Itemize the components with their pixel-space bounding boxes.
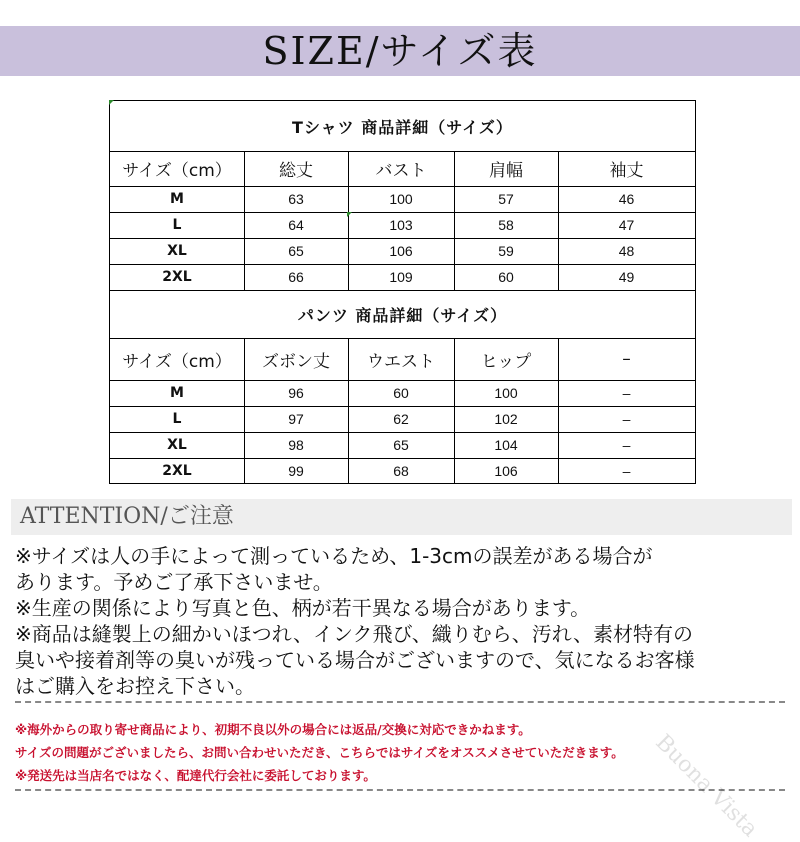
pants-measurement-cell: 96 (288, 385, 304, 401)
tshirt-measurement-cell: 48 (618, 243, 635, 259)
tshirt-column-header: 肩幅 (489, 161, 523, 181)
tshirt-measurement-cell: 65 (288, 243, 304, 259)
tshirt-measurement-cell: 60 (498, 269, 514, 285)
tshirt-column-header: バスト (375, 161, 427, 181)
tshirt-measurement-cell: 46 (618, 191, 635, 207)
pants-column-header: ズボン丈 (262, 351, 330, 372)
pants-measurement-cell: 97 (288, 411, 304, 427)
pants-measurement-cell: – (622, 437, 631, 453)
pants-measurement-cell: 104 (494, 437, 518, 453)
tshirt-measurement-cell: 49 (618, 269, 635, 285)
pants-measurement-cell: 68 (393, 463, 409, 479)
pants-measurement-cell: – (622, 463, 631, 479)
attention-title: ATTENTION/ご注意 (20, 504, 234, 529)
attention-line: 臭いや接着剤等の臭いが残っている場合がございますので、気になるお客様 (15, 648, 695, 672)
tshirt-size-label: XL (167, 243, 187, 259)
tshirt-column-header: サイズ（cm） (122, 161, 232, 181)
pants-column-header: サイズ（cm） (122, 351, 232, 372)
table-rule (110, 290, 695, 291)
pants-column-header: – (622, 349, 631, 369)
tshirt-measurement-cell: 106 (389, 243, 413, 259)
tshirt-measurement-cell: 59 (498, 243, 514, 259)
attention-line: ※生産の関係により写真と色、柄が若干異なる場合があります。 (15, 596, 591, 620)
pants-measurement-cell: 99 (288, 463, 304, 479)
pants-measurement-cell: 60 (393, 385, 409, 401)
corner-mark (347, 212, 352, 217)
tshirt-column-header: 総丈 (279, 161, 313, 181)
pants-measurement-cell: 102 (494, 411, 518, 427)
pants-size-label: L (172, 411, 182, 427)
pants-size-label: 2XL (162, 463, 192, 479)
notice-line: サイズの問題がございましたら、お問い合わせいただき、こちらではサイズをオススメさせていただきます。 (15, 745, 624, 760)
dashed-divider (15, 701, 785, 703)
notice-line: ※海外からの取り寄せ商品により、初期不良以外の場合には返品/交換に対応できかねます。 (15, 722, 531, 737)
pants-measurement-cell: – (622, 385, 631, 401)
pants-size-label: M (170, 385, 184, 401)
pants-measurement-cell: 100 (494, 385, 518, 401)
tshirt-measurement-cell: 66 (288, 269, 304, 285)
corner-mark (109, 100, 114, 105)
watermark: Buona Vista (650, 730, 763, 842)
tshirt-size-label: L (172, 217, 182, 233)
tshirt-measurement-cell: 103 (389, 217, 413, 233)
tshirt-measurement-cell: 58 (498, 217, 514, 233)
attention-line: あります。予めご了承下さいませ。 (15, 570, 333, 594)
tshirt-measurement-cell: 100 (389, 191, 413, 207)
pants-table-caption: パンツ 商品詳細（サイズ） (297, 305, 508, 325)
tshirt-measurement-cell: 47 (618, 217, 635, 233)
pants-measurement-cell: 62 (393, 411, 409, 427)
pants-column-header: ウエスト (367, 351, 435, 372)
tshirt-measurement-cell: 57 (498, 191, 514, 207)
tshirt-size-label: 2XL (162, 269, 192, 285)
pants-column-header: ヒップ (480, 351, 532, 372)
pants-measurement-cell: 98 (288, 437, 304, 453)
attention-notes (15, 543, 795, 699)
notice-line: ※発送先は当店名ではなく、配達代行会社に委託しております。 (15, 768, 376, 783)
tshirt-column-header: 袖丈 (609, 161, 644, 181)
page-title: SIZE/サイズ表 (262, 29, 538, 73)
attention-line: ※サイズは人の手によって測っているため、1-3cmの誤差がある場合が (15, 544, 653, 568)
pants-measurement-cell: 65 (393, 437, 409, 453)
attention-line: ※商品は縫製上の細かいほつれ、インク飛び、織りむら、汚れ、素材特有の (15, 622, 693, 646)
pants-size-label: XL (167, 437, 187, 453)
dashed-divider-bottom (15, 789, 785, 791)
pants-measurement-cell: – (622, 411, 631, 427)
tshirt-measurement-cell: 63 (288, 191, 304, 207)
size-chart-table (109, 100, 696, 484)
tshirt-measurement-cell: 109 (389, 269, 413, 285)
attention-line: はご購入をお控え下さい。 (15, 674, 255, 698)
tshirt-table-caption: Tシャツ 商品詳細（サイズ） (292, 117, 513, 137)
tshirt-measurement-cell: 64 (288, 217, 304, 233)
tshirt-size-label: M (170, 191, 184, 207)
pants-measurement-cell: 106 (494, 463, 518, 479)
